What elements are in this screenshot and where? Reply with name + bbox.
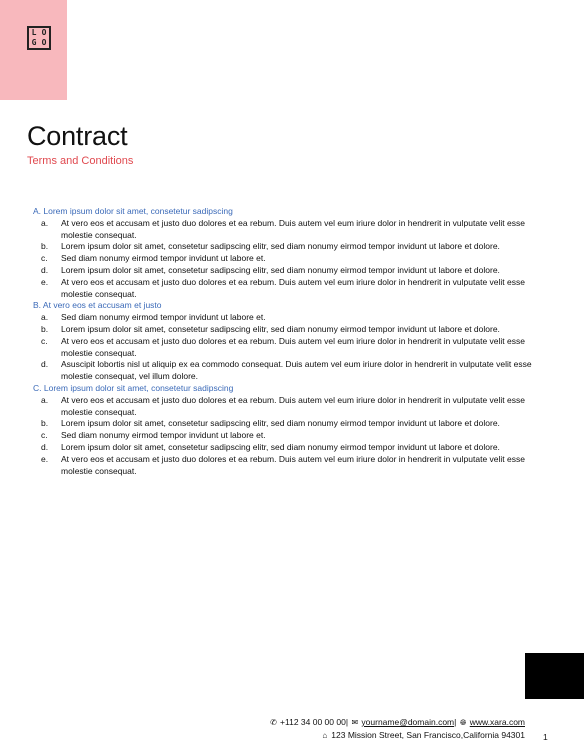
item-text: At vero eos et accusam et justo duo dolores et ea rebum. Duis autem vel eum iriure dolor in hendrerit in vulputate velit esse molestie consequat. [61, 394, 525, 417]
footer-accent-block [525, 653, 584, 699]
globe-icon: 🌐︎ [460, 718, 467, 727]
list-item [33, 430, 555, 442]
item-marker: a. [41, 312, 49, 323]
section-items [33, 312, 555, 383]
item-marker: a. [41, 394, 49, 405]
item-marker: d. [41, 264, 49, 275]
item-text: At vero eos et accusam et justo duo dolores et ea rebum. Duis autem vel eum iriure dolor in hendrerit in vulputate velit esse molestie consequat. [61, 276, 525, 299]
contact-line [269, 716, 525, 729]
logo-block [0, 0, 67, 100]
item-marker: b. [41, 418, 49, 429]
item-text: Lorem ipsum dolor sit amet, consetetur sadipscing elitr, sed diam nonumy eirmod tempor invidunt ut labore et dolore. [61, 323, 500, 334]
section-items [33, 218, 555, 301]
item-marker: d. [41, 441, 49, 452]
list-item [33, 442, 555, 454]
item-text: Sed diam nonumy eirmod tempor invidunt ut labore et. [61, 430, 266, 441]
phone-number: +112 34 00 00 00 [280, 717, 346, 727]
item-marker: c. [41, 430, 48, 441]
document-subtitle: Terms and Conditions [27, 155, 134, 167]
list-item [33, 454, 555, 478]
list-item [33, 265, 555, 277]
item-text: Asuscipit lobortis nisl ut aliquip ex ea commodo consequat. Duis autem vel eum iriure dolor in hendrerit in vulputate velit esse molestie consequat, vel illum dolore. [61, 359, 532, 382]
item-text: At vero eos et accusam et justo duo dolores et ea rebum. Duis autem vel eum iriure dolor in hendrerit in vulputate velit esse molestie consequat. [61, 453, 525, 476]
home-icon: ⌂ [322, 731, 328, 740]
list-item [33, 241, 555, 253]
address-line [269, 729, 525, 742]
phone-icon: ✆ [270, 718, 277, 727]
item-text: At vero eos et accusam et justo duo dolores et ea rebum. Duis autem vel eum iriure dolor in hendrerit in vulputate velit esse molestie consequat. [61, 335, 525, 358]
envelope-icon: ✉ [351, 718, 359, 727]
item-text: Lorem ipsum dolor sit amet, consetetur sadipscing elitr, sed diam nonumy eirmod tempor invidunt ut labore et dolore. [61, 241, 500, 252]
item-marker: a. [41, 217, 49, 228]
footer-contact [269, 716, 525, 742]
list-item [33, 277, 555, 301]
item-text: Sed diam nonumy eirmod tempor invidunt ut labore et. [61, 312, 266, 323]
list-item [33, 336, 555, 360]
logo-letter: O [41, 38, 47, 47]
list-item [33, 312, 555, 324]
section-a [33, 206, 555, 300]
page-number: 1 [543, 732, 548, 742]
item-marker: c. [41, 253, 48, 264]
item-text: Lorem ipsum dolor sit amet, consetetur sadipscing elitr, sed diam nonumy eirmod tempor invidunt ut labore et dolore. [61, 418, 500, 429]
item-marker: e. [41, 453, 49, 464]
section-heading: C. Lorem ipsum dolor sit amet, consetetur sadipscing [33, 382, 234, 393]
list-item [33, 395, 555, 419]
item-marker: d. [41, 359, 49, 370]
list-item [33, 359, 555, 383]
logo-letter: G [31, 38, 37, 47]
item-marker: e. [41, 276, 49, 287]
document-title: Contract [27, 121, 128, 151]
item-marker: b. [41, 323, 49, 334]
item-text: Sed diam nonumy eirmod tempor invidunt ut labore et. [61, 253, 266, 264]
list-item [33, 218, 555, 242]
list-item [33, 418, 555, 430]
email-link[interactable]: yourname@domain.com [361, 717, 455, 727]
item-text: At vero eos et accusam et justo duo dolores et ea rebum. Duis autem vel eum iriure dolor in hendrerit in vulputate velit esse molestie consequat. [61, 217, 525, 240]
list-item [33, 253, 555, 265]
address: 123 Mission Street, San Francisco,California 94301 [331, 730, 525, 740]
item-text: Lorem ipsum dolor sit amet, consetetur sadipscing elitr, sed diam nonumy eirmod tempor invidunt ut labore et dolore. [61, 441, 500, 452]
separator: | [345, 717, 349, 727]
section-items [33, 395, 555, 478]
terms-content [33, 206, 555, 477]
item-text: Lorem ipsum dolor sit amet, consetetur sadipscing elitr, sed diam nonumy eirmod tempor invidunt ut labore et dolore. [61, 264, 500, 275]
list-item [33, 324, 555, 336]
separator: | [454, 717, 457, 727]
website-link[interactable]: www.xara.com [469, 717, 525, 727]
logo [27, 26, 51, 50]
section-b [33, 300, 555, 383]
item-marker: b. [41, 241, 49, 252]
logo-letter: O [41, 28, 47, 37]
logo-letter: L [31, 28, 37, 37]
section-heading: B. At vero eos et accusam et justo [33, 300, 162, 311]
item-marker: c. [41, 335, 48, 346]
section-c [33, 383, 555, 477]
section-heading: A. Lorem ipsum dolor sit amet, consetetur sadipscing [33, 206, 233, 216]
